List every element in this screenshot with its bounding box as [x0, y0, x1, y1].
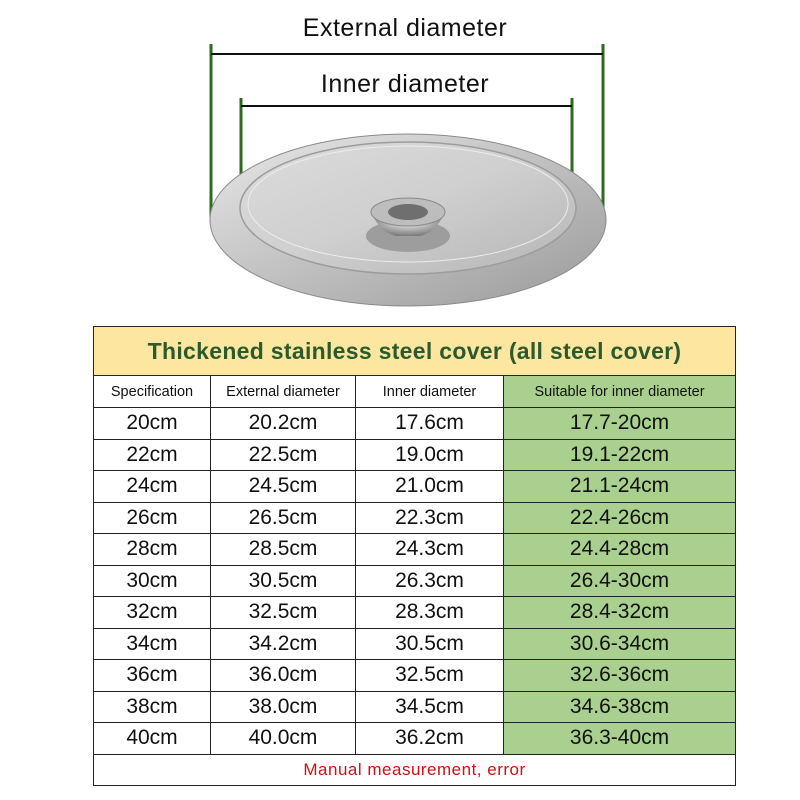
- cell-inner-diameter: 22.3cm: [356, 502, 504, 534]
- cell-suitable-range: 19.1-22cm: [504, 439, 736, 471]
- cell-specification: 26cm: [94, 502, 211, 534]
- cell-external-diameter: 38.0cm: [211, 691, 356, 723]
- cell-external-diameter: 28.5cm: [211, 534, 356, 566]
- table-row: [94, 439, 736, 471]
- cell-suitable-range: 34.6-38cm: [504, 691, 736, 723]
- header-suitable-inner-diameter: Suitable for inner diameter: [504, 376, 736, 408]
- inner-diameter-label: Inner diameter: [320, 70, 490, 98]
- cell-inner-diameter: 19.0cm: [356, 439, 504, 471]
- cell-external-diameter: 34.2cm: [211, 628, 356, 660]
- cell-inner-diameter: 28.3cm: [356, 597, 504, 629]
- cell-inner-diameter: 26.3cm: [356, 565, 504, 597]
- cell-inner-diameter: 36.2cm: [356, 723, 504, 755]
- table-row: [94, 534, 736, 566]
- footer-note: Manual measurement, error: [94, 754, 736, 785]
- cell-specification: 20cm: [94, 408, 211, 440]
- cell-inner-diameter: 32.5cm: [356, 660, 504, 692]
- cell-suitable-range: 36.3-40cm: [504, 723, 736, 755]
- table-row: [94, 660, 736, 692]
- cell-specification: 38cm: [94, 691, 211, 723]
- header-inner-diameter: Inner diameter: [356, 376, 504, 408]
- cell-specification: 28cm: [94, 534, 211, 566]
- cell-external-diameter: 20.2cm: [211, 408, 356, 440]
- cell-suitable-range: 30.6-34cm: [504, 628, 736, 660]
- cell-suitable-range: 24.4-28cm: [504, 534, 736, 566]
- cell-external-diameter: 22.5cm: [211, 439, 356, 471]
- table-row: [94, 628, 736, 660]
- cell-specification: 22cm: [94, 439, 211, 471]
- cell-specification: 40cm: [94, 723, 211, 755]
- cell-suitable-range: 21.1-24cm: [504, 471, 736, 503]
- cell-external-diameter: 32.5cm: [211, 597, 356, 629]
- cell-specification: 32cm: [94, 597, 211, 629]
- table-row: [94, 471, 736, 503]
- table-row: [94, 691, 736, 723]
- cell-external-diameter: 24.5cm: [211, 471, 356, 503]
- cell-inner-diameter: 34.5cm: [356, 691, 504, 723]
- table-row: [94, 597, 736, 629]
- cell-suitable-range: 17.7-20cm: [504, 408, 736, 440]
- cell-specification: 34cm: [94, 628, 211, 660]
- cell-inner-diameter: 30.5cm: [356, 628, 504, 660]
- table-row: [94, 565, 736, 597]
- cell-suitable-range: 22.4-26cm: [504, 502, 736, 534]
- cell-suitable-range: 26.4-30cm: [504, 565, 736, 597]
- table-title: Thickened stainless steel cover (all steel cover): [94, 327, 736, 376]
- cell-external-diameter: 30.5cm: [211, 565, 356, 597]
- table-row: [94, 502, 736, 534]
- cell-specification: 24cm: [94, 471, 211, 503]
- table-row: [94, 723, 736, 755]
- cell-external-diameter: 40.0cm: [211, 723, 356, 755]
- cell-inner-diameter: 17.6cm: [356, 408, 504, 440]
- table-row: [94, 408, 736, 440]
- cell-external-diameter: 36.0cm: [211, 660, 356, 692]
- header-external-diameter: External diameter: [211, 376, 356, 408]
- cell-specification: 30cm: [94, 565, 211, 597]
- cell-suitable-range: 28.4-32cm: [504, 597, 736, 629]
- cell-inner-diameter: 21.0cm: [356, 471, 504, 503]
- lid-product-image: [0, 0, 800, 330]
- header-specification: Specification: [94, 376, 211, 408]
- cell-inner-diameter: 24.3cm: [356, 534, 504, 566]
- external-diameter-label: External diameter: [302, 14, 508, 42]
- cell-external-diameter: 26.5cm: [211, 502, 356, 534]
- cell-specification: 36cm: [94, 660, 211, 692]
- spec-table: [93, 326, 735, 786]
- cell-suitable-range: 32.6-36cm: [504, 660, 736, 692]
